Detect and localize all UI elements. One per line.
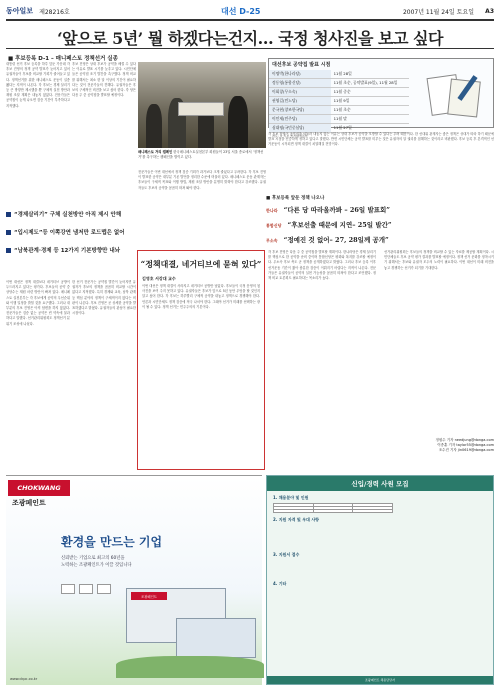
table-row	[269, 115, 409, 124]
article-body-col1	[6, 62, 70, 202]
issue-number: 제28216호	[39, 8, 70, 16]
table-cell-label: 권영길(민노당)	[269, 97, 331, 106]
article-body-right-2	[384, 250, 494, 430]
promo-quote: “후보선출 때문에 지연– 25일 발간”	[287, 221, 392, 229]
article-body-right-1	[268, 250, 376, 460]
photo-banner	[178, 102, 224, 116]
table-cell-label: 정동영(통합신당)	[269, 79, 331, 88]
schedule-box-title: 대선후보 공약집 발표 시점	[272, 62, 331, 68]
table-cell-value: 11월 28일	[331, 70, 409, 79]
photo-caption-title: 매니페스토 거리 캠페인	[138, 150, 173, 154]
jobs-section-title: 1. 채용분야 및 인원	[273, 495, 309, 500]
square-bullet-icon	[6, 248, 11, 253]
section-title: 대선 D-25	[221, 6, 261, 16]
table-cell-label: 이회창(무소속)	[269, 88, 331, 97]
ad-copy	[61, 556, 132, 569]
advertisement[interactable]	[6, 475, 262, 685]
byline: 이종훈 기자 taylor55@donga.com	[437, 443, 494, 447]
table-cell-label: 이인제(민주당)	[269, 115, 331, 124]
jobs-footer: 조광페인트 채용담당자	[267, 676, 493, 684]
ad-slogan: 환경을 만드는 기업	[61, 535, 163, 549]
table-cell-value: 11월 9일	[331, 97, 409, 106]
jobs-section-title: 2. 지원 자격 및 우대 사항	[273, 517, 320, 522]
pullquote-text: “경제살리기” 구체 실천방안 아직 제시 안해	[14, 212, 122, 218]
table-cell-value: 11월 27일	[331, 124, 409, 133]
promo-line	[266, 235, 496, 244]
table-cell-value: 11월 초순	[331, 106, 409, 115]
book-illustration	[409, 70, 489, 120]
photo-person-1	[146, 104, 162, 148]
article-body-col4	[72, 280, 136, 470]
table-row	[274, 510, 393, 513]
factory-building	[176, 618, 256, 658]
jobs-advertisement[interactable]	[266, 475, 494, 685]
ad-factory-image	[116, 578, 264, 678]
ad-copy-line: 신뢰받는 기업으로 최고의 60년을	[61, 556, 125, 561]
opinion-box	[137, 250, 265, 470]
jobs-text	[275, 559, 485, 577]
promo-box	[266, 195, 496, 250]
pullquote-text: “남북관계·경제 등 12가지 기본방향만 내놔	[14, 248, 121, 254]
jobs-section-title: 4. 기타	[273, 581, 287, 586]
book-icon	[447, 79, 481, 118]
factory-sign: 조광페인트	[131, 592, 167, 600]
issue-date: 2007년 11월 24일 토요일	[402, 8, 474, 16]
table-cell-label: 심대평(국민중심당)	[269, 124, 331, 133]
table-cell-value: 11월 말	[331, 115, 409, 124]
jobs-table	[273, 503, 393, 513]
photo-caption-text: 한국매니페스토실천본부 회원들이 23일 서울 종로에서 ‘정책선거’를 촉구하는 캠페인을 벌이고 있다.	[138, 150, 264, 159]
schedule-table	[269, 70, 409, 133]
cert-logo-icon	[79, 584, 93, 594]
cert-logo-icon	[97, 584, 111, 594]
factory-lawn	[116, 656, 264, 678]
page-number: A3	[485, 7, 494, 15]
table-row	[269, 88, 409, 97]
byline-list	[384, 438, 494, 453]
main-headline: ‘앞으로 5년’ 뭘 하겠다는건지… 국정 청사진을 보고 싶다	[57, 29, 443, 48]
table-row	[269, 70, 409, 79]
byline: 조수진 기자 jin0619@donga.com	[438, 448, 494, 452]
cert-logo-icon	[61, 584, 75, 594]
paper-logo: 동아일보	[6, 7, 34, 15]
promo-quote: “다른 당 따라올까봐 – 26일 발표회”	[283, 206, 391, 214]
table-cell	[274, 510, 314, 513]
masthead	[6, 4, 494, 18]
promo-title: ■ 후보등록 앞둔 정책 나오나	[266, 196, 325, 201]
opinion-body	[142, 284, 260, 454]
opinion-headline: “정책대결, 네거티브에 묻혀 있다”	[140, 259, 262, 269]
article-body-col3	[6, 280, 70, 470]
opinion-name: 김영호 서강대 교수	[142, 276, 176, 281]
square-bullet-icon	[6, 230, 11, 235]
masthead-rule	[6, 19, 494, 21]
table-row	[269, 79, 409, 88]
photo-caption	[138, 150, 266, 160]
ad-brand-logo: CHOKWANG	[8, 480, 70, 496]
pullquote	[6, 246, 134, 254]
pullquote-list	[6, 210, 134, 264]
campaign-photo	[138, 62, 266, 148]
table-cell	[313, 510, 353, 513]
promo-quote: “정예진 것 없어– 27, 28일께 공개”	[283, 236, 389, 244]
ad-copy-line: 노력하는 조광페인트가 이끌 것입니다	[61, 562, 132, 568]
jobs-header: 신입/경력 사원 모집	[267, 476, 493, 491]
table-cell-label: 이명박(한나라당)	[269, 70, 331, 79]
ad-cert-logos	[61, 584, 111, 594]
table-cell-value: 11월 중순	[331, 88, 409, 97]
ad-brand-name: 조광페인트	[12, 499, 46, 507]
promo-tag: 한나라	[266, 208, 278, 213]
pullquote	[6, 210, 134, 218]
article-body-right-top	[268, 132, 494, 190]
square-bullet-icon	[6, 212, 11, 217]
jobs-text	[275, 524, 485, 548]
table-cell	[353, 510, 393, 513]
table-cell-label: 문국현(창조한국당)	[269, 106, 331, 115]
table-row	[269, 97, 409, 106]
byline: 정원수 기자 needjung@donga.com	[435, 438, 494, 442]
article-body-mid	[138, 170, 266, 245]
article-body-col2	[72, 62, 136, 202]
pullquote-text: “입시제도”등 이쪽강연 냄저만 로드맵은 없어	[14, 230, 125, 236]
schedule-source: 자료: 각 후보 선거대책본부	[272, 134, 308, 138]
photo-person-4	[228, 96, 248, 148]
article-subhead: ■ 후보등록 D-1 – 매니페스토 정책선거 실종	[8, 56, 118, 62]
promo-tag: 통합신당	[266, 223, 282, 228]
jobs-text	[275, 588, 485, 604]
pullquote	[6, 228, 134, 236]
table-cell-value: 11월 초순, 공약발표(9일), 11월 28일	[331, 79, 409, 88]
promo-line	[266, 220, 496, 229]
ad-url[interactable]: www.ckpc.co.kr	[10, 677, 38, 681]
jobs-section-title: 3. 지원서 접수	[273, 552, 300, 557]
headline-rule	[6, 48, 494, 49]
promo-line	[266, 205, 496, 214]
schedule-box	[268, 58, 494, 138]
table-row	[269, 106, 409, 115]
promo-tag: 무소속	[266, 238, 278, 243]
